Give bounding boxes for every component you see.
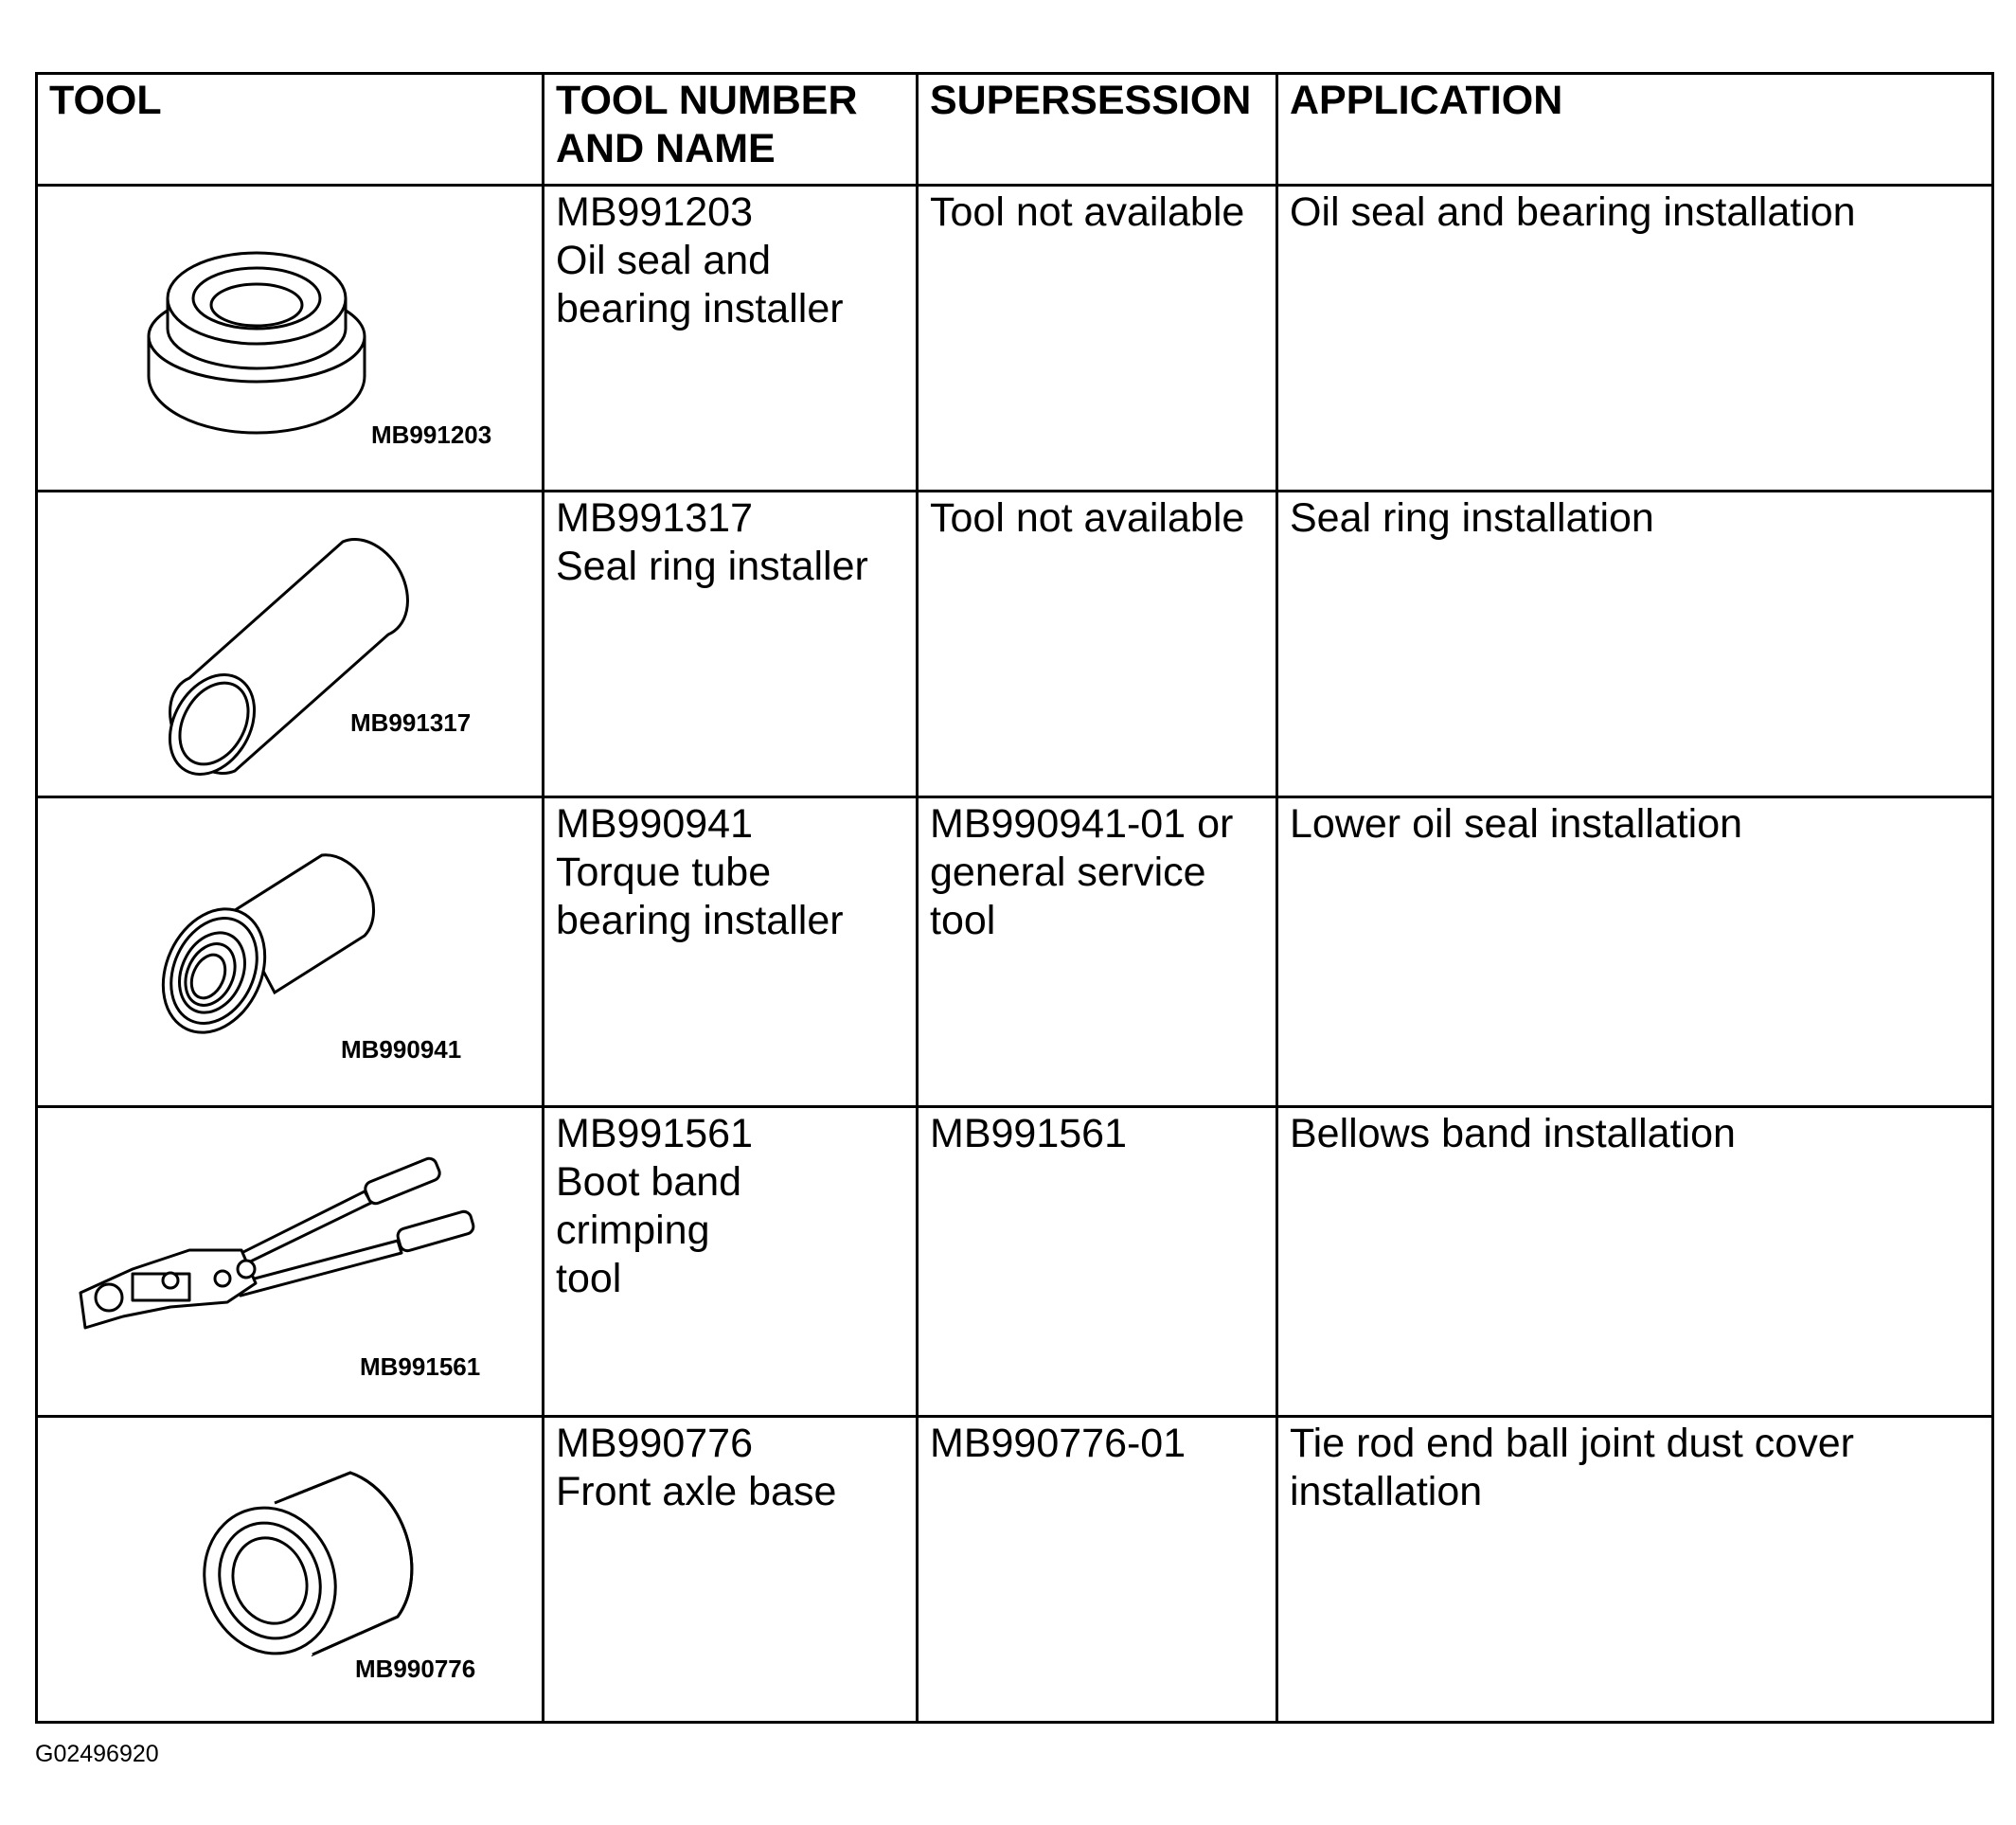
- header-row: [37, 74, 1993, 186]
- table-row: [37, 797, 1993, 1107]
- tool-image-code: MB991317: [350, 708, 472, 737]
- tool-number-and-name-cell: MB991561 Boot band crimping tool: [544, 1107, 918, 1417]
- tool-image-cell: [37, 492, 544, 797]
- table-row: [37, 186, 1993, 492]
- application-cell: Oil seal and bearing installation: [1277, 186, 1993, 492]
- tool-image-cell: [37, 1417, 544, 1723]
- tool-image-code: MB990941: [341, 1035, 462, 1064]
- torque-tube-bearing-installer-illustration: [38, 798, 544, 1105]
- figure-id: G02496920: [35, 1741, 159, 1767]
- table-row: [37, 492, 1993, 797]
- supersession-cell: MB990941-01 or general service tool: [918, 797, 1277, 1107]
- application-cell: Tie rod end ball joint dust cover installation: [1277, 1417, 1993, 1723]
- supersession-cell: Tool not available: [918, 492, 1277, 797]
- seal-ring-installer-illustration: [38, 492, 544, 796]
- supersession-cell: Tool not available: [918, 186, 1277, 492]
- header-tool: TOOL: [37, 74, 544, 186]
- tool-image-cell: [37, 1107, 544, 1417]
- tool-number-and-name-cell: MB990941 Torque tube bearing installer: [544, 797, 918, 1107]
- table-row: [37, 1107, 1993, 1417]
- application-cell: Bellows band installation: [1277, 1107, 1993, 1417]
- supersession-cell: MB991561: [918, 1107, 1277, 1417]
- tool-image-cell: [37, 186, 544, 492]
- tool-number-and-name-cell: MB990776 Front axle base: [544, 1417, 918, 1723]
- application-cell: Lower oil seal installation: [1277, 797, 1993, 1107]
- application-cell: Seal ring installation: [1277, 492, 1993, 797]
- header-application: APPLICATION: [1277, 74, 1993, 186]
- header-supersession: SUPERSESSION: [918, 74, 1277, 186]
- header-tool-number-and-name: TOOL NUMBER AND NAME: [544, 74, 918, 186]
- special-tools-table: [35, 72, 1994, 1724]
- tool-image-code: MB990776: [355, 1655, 476, 1683]
- tool-image-cell: [37, 797, 544, 1107]
- table-row: [37, 1417, 1993, 1723]
- supersession-cell: MB990776-01: [918, 1417, 1277, 1723]
- tool-number-and-name-cell: MB991203 Oil seal and bearing installer: [544, 186, 918, 492]
- tool-number-and-name-cell: MB991317 Seal ring installer: [544, 492, 918, 797]
- tool-image-code: MB991203: [371, 420, 492, 449]
- tool-image-code: MB991561: [360, 1352, 481, 1381]
